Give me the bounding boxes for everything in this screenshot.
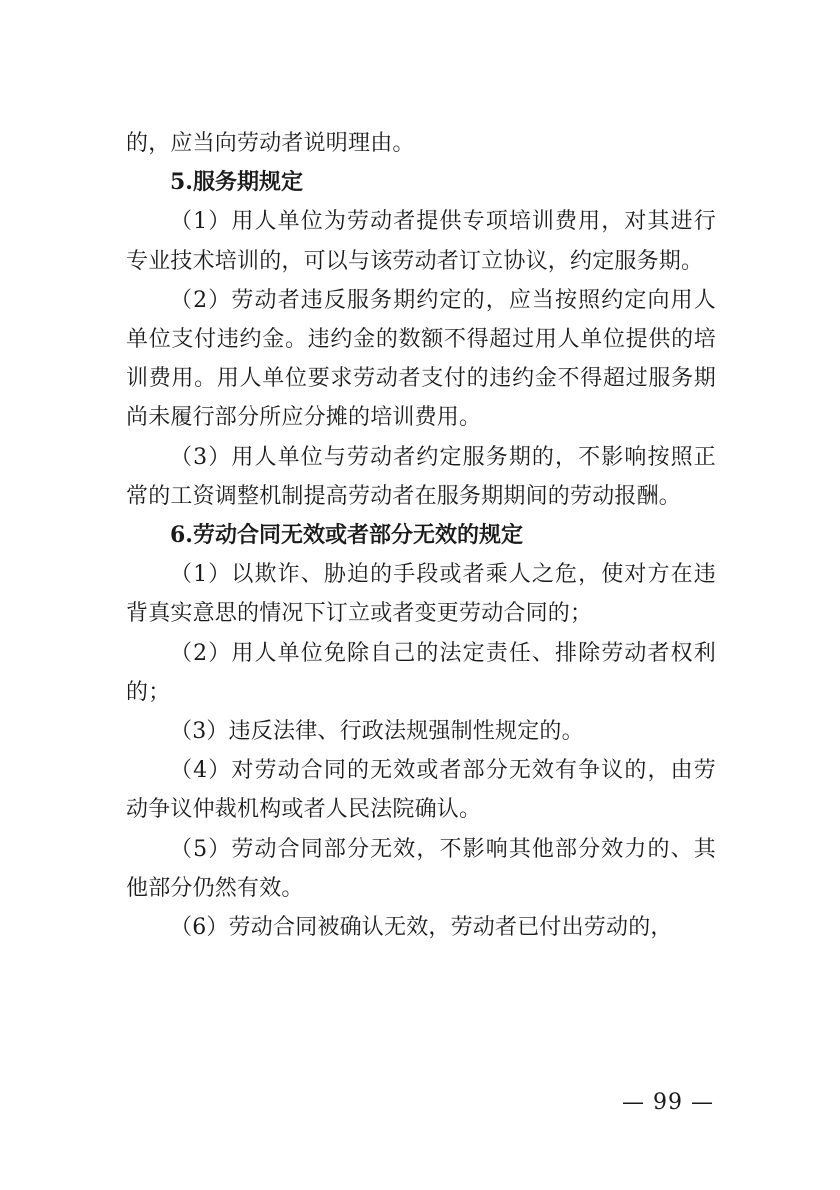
- page-number: — 99 —: [622, 1090, 714, 1115]
- continuation-paragraph: 的，应当向劳动者说明理由。: [126, 131, 415, 156]
- section-heading-service-period: 5.服务期规定: [170, 169, 303, 196]
- paragraph-service-period-3: （3）用人单位与劳动者约定服务期的，不影响按照正常的工资调整机制提高劳动者在服务期期间的劳动报酬。: [126, 444, 716, 509]
- paragraph-invalid-contract-6: （6）劳动合同被确认无效，劳动者已付出劳动的，: [170, 915, 673, 941]
- paragraph-invalid-contract-5: （5）劳动合同部分无效，不影响其他部分效力的、其他部分仍然有效。: [126, 836, 716, 901]
- section-heading-invalid-contract: 6.劳动合同无效或者部分无效的规定: [170, 522, 523, 549]
- paragraph-invalid-contract-3: （3）违反法律、行政法规强制性规定的。: [170, 719, 584, 745]
- paragraph-invalid-contract-1: （1）以欺诈、胁迫的手段或者乘人之危，使对方在违背真实意思的情况下订立或者变更劳动合同的；: [126, 562, 716, 627]
- paragraph-invalid-contract-2: （2）用人单位免除自己的法定责任、排除劳动者权利的；: [126, 640, 716, 705]
- page-body: [126, 124, 716, 947]
- paragraph-service-period-2: （2）劳动者违反服务期约定的，应当按照约定向用人单位支付违约金。违约金的数额不得超过用人单位提供的培训费用。用人单位要求劳动者支付的违约金不得超过服务期尚未履行部分所应分摊的培训费用。: [126, 287, 716, 431]
- paragraph-service-period-1: （1）用人单位为劳动者提供专项培训费用，对其进行专业技术培训的，可以与该劳动者订立协议，约定服务期。: [126, 209, 716, 274]
- paragraph-invalid-contract-4: （4）对劳动合同的无效或者部分无效有争议的，由劳动争议仲裁机构或者人民法院确认。: [126, 758, 716, 823]
